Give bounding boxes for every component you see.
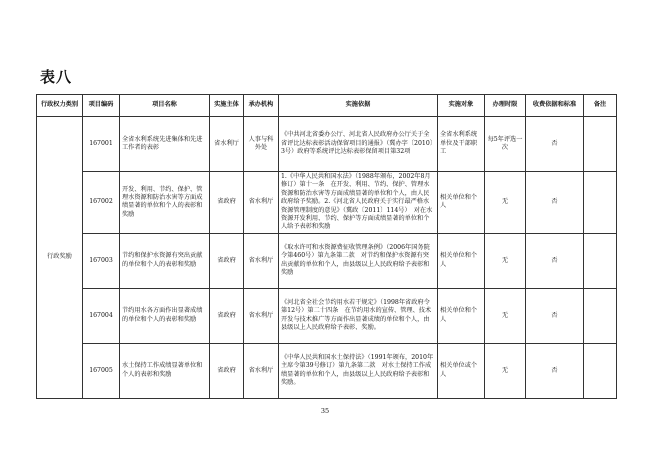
name-cell: 全省水利系统先进集体和先进工作者的表彰 <box>120 117 210 172</box>
office-cell: 省水利厅 <box>244 233 279 288</box>
table-row <box>37 117 617 172</box>
remark-cell <box>584 343 617 398</box>
subject-cell: 省政府 <box>210 172 244 234</box>
category-cell: 行政奖励 <box>37 117 83 399</box>
remark-cell <box>584 233 617 288</box>
time-limit-cell: 无 <box>485 233 526 288</box>
header-target: 实施对象 <box>438 95 485 117</box>
table-row <box>37 343 617 398</box>
fee-cell: 否 <box>526 233 584 288</box>
time-limit-cell: 无 <box>485 172 526 234</box>
header-office: 承办机构 <box>244 95 279 117</box>
remark-cell <box>584 117 617 172</box>
remark-cell <box>584 288 617 343</box>
basis-cell: 《取水许可和水资源费征收管理条例》（2006年国务院令第460号）第九条第二款 对节约和保护水资源有突出贡献的单位和个人，由县级以上人民政府给予表彰和奖励 <box>279 233 438 288</box>
subject-cell: 省水利厅 <box>210 117 244 172</box>
code-cell: 167003 <box>83 233 120 288</box>
code-cell: 167004 <box>83 288 120 343</box>
office-cell: 省水利厅 <box>244 343 279 398</box>
time-limit-cell: 无 <box>485 288 526 343</box>
table-header-row <box>37 95 617 117</box>
header-time-limit: 办理时限 <box>485 95 526 117</box>
administrative-power-table <box>36 94 617 399</box>
fee-cell: 否 <box>526 117 584 172</box>
time-limit-cell: 每5年评选一次 <box>485 117 526 172</box>
code-cell: 167001 <box>83 117 120 172</box>
name-cell: 水土保持工作成绩显著单位和个人的表彰和奖励 <box>120 343 210 398</box>
target-cell: 相关单位和个人 <box>438 172 485 234</box>
page-heading: 表八 <box>40 68 73 86</box>
table-row <box>37 233 617 288</box>
target-cell: 全省水利系统单位及干部职工 <box>438 117 485 172</box>
header-name: 项目名称 <box>120 95 210 117</box>
header-subject: 实施主体 <box>210 95 244 117</box>
table-row <box>37 288 617 343</box>
table-row <box>37 172 617 234</box>
code-cell: 167005 <box>83 343 120 398</box>
subject-cell: 省政府 <box>210 288 244 343</box>
subject-cell: 省政府 <box>210 233 244 288</box>
header-code: 项目编码 <box>83 95 120 117</box>
fee-cell: 否 <box>526 288 584 343</box>
name-cell: 节约和保护水资源有突出贡献的单位和个人的表彰和奖励 <box>120 233 210 288</box>
target-cell: 相关单位和个人 <box>438 288 485 343</box>
fee-cell: 否 <box>526 343 584 398</box>
code-cell: 167002 <box>83 172 120 234</box>
time-limit-cell: 无 <box>485 343 526 398</box>
basis-cell: 《中华人民共和国水土保持法》（1991年颁布，2010年主席令第39号修订）第九条第二款 对水土保持工作成绩显著的单位和个人，由县级以上人民政府给予表彰和奖励。 <box>279 343 438 398</box>
office-cell: 省水利厅 <box>244 288 279 343</box>
basis-cell: 1.《中华人民共和国水法》（1988年颁布，2002年8月修订）第十一条 在开发、利用、节约、保护、管理水资源和防治水害等方面成绩显著的单位和个人，由人民政府给予奖励。2.《河北省人民政府关于实行最严格水资源管理制度的意见》（冀政〔2011〕114号） 对在水资源开发利用、节约、保护等方面成绩显著的单位和个人给予表彰和奖励 <box>279 172 438 234</box>
fee-cell: 否 <box>526 172 584 234</box>
name-cell: 节约用水各方面作出显著成绩的单位和个人的表彰和奖励 <box>120 288 210 343</box>
header-fee: 收费依据和标准 <box>526 95 584 117</box>
basis-cell: 《中共河北省委办公厅、河北省人民政府办公厅关于全省评比达标表彰活动保留项目的通报》（冀办字〔2010〕3号）政府等系统评比达标表彰保留项目第32项 <box>279 117 438 172</box>
page-number: 35 <box>320 407 330 415</box>
office-cell: 省水利厅 <box>244 172 279 234</box>
header-remark: 备注 <box>584 95 617 117</box>
target-cell: 相关单位和个人 <box>438 233 485 288</box>
name-cell: 开发、利用、节约、保护、管理水资源和防治水害等方面成绩显著的单位和个人的表彰和奖励 <box>120 172 210 234</box>
office-cell: 人事与科外处 <box>244 117 279 172</box>
target-cell: 相关单位或个人 <box>438 343 485 398</box>
remark-cell <box>584 172 617 234</box>
header-basis: 实施依据 <box>279 95 438 117</box>
subject-cell: 省政府 <box>210 343 244 398</box>
basis-cell: 《河北省全社会节约用水若干规定》（1998年省政府令第12号）第二十四条 在节约用水的宣传、管理、技术开发与技术推广等方面作出显著成绩的单位和个人，由县级以上人民政府给予表彰、奖励。 <box>279 288 438 343</box>
header-category: 行政权力类别 <box>37 95 83 117</box>
